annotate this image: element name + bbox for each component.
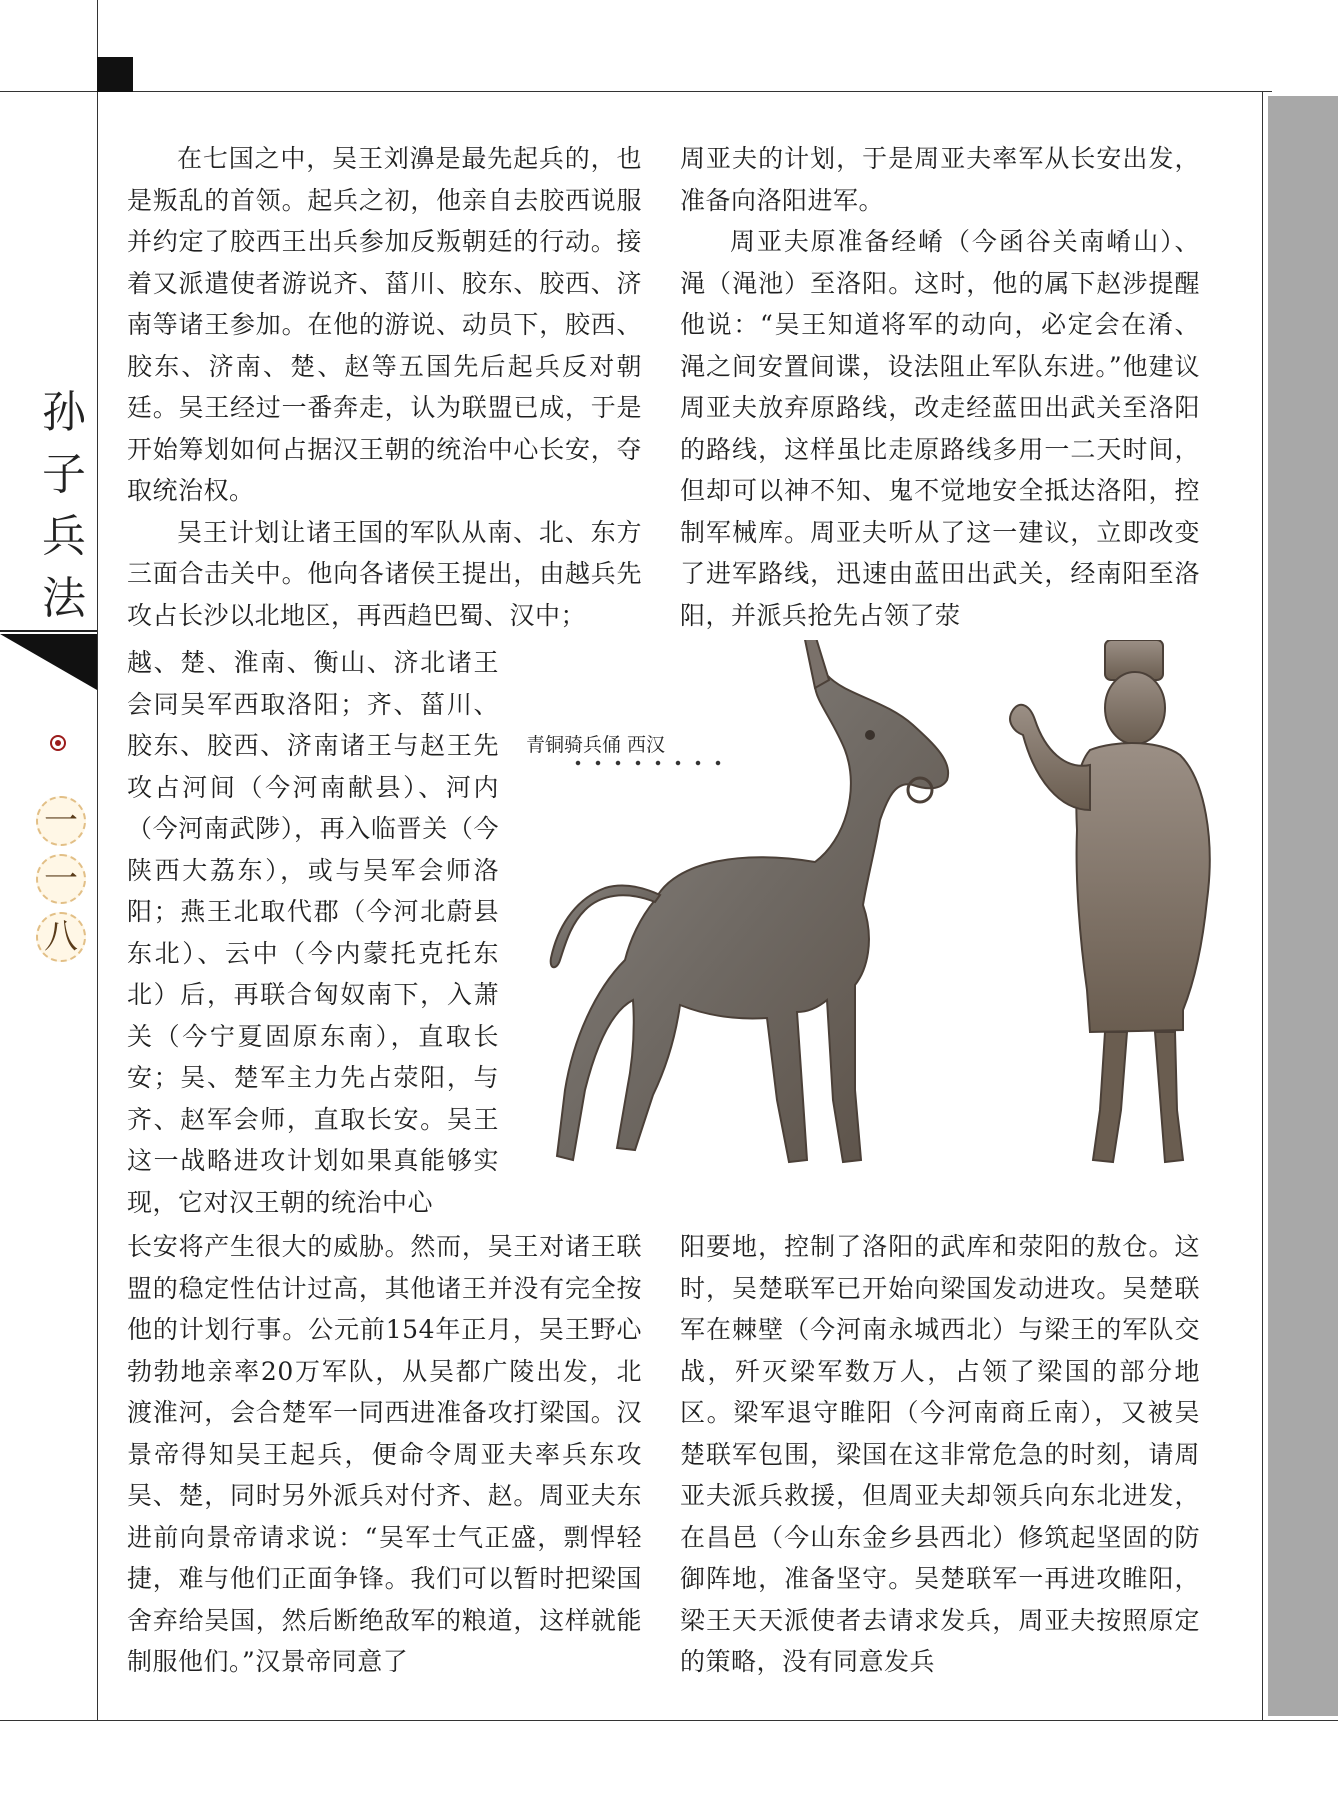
page-number-digit: 八 bbox=[36, 912, 86, 962]
page-number-digit: 一 bbox=[36, 854, 86, 904]
bullet-circle-icon bbox=[50, 735, 66, 751]
top-rule bbox=[0, 91, 1272, 92]
paragraph: 周亚夫原准备经崤（今函谷关南崤山）、渑（渑池）至洛阳。这时，他的属下赵涉提醒他说：“吴王知道将军的动向，必定会在淆、渑之间安置间谍，设法阻止军队东进。”他建议周亚夫放弃原路线，改走经蓝田出武关至洛阳的路线，这样虽比走原路线多用一二天时间，但却可以神不知、鬼不觉地安全抵达洛阳，控制军械库。周亚夫听从了这一建议，立即改变了进军路线，迅速由蓝田出武关，经南阳至洛阳，并派兵抢先占领了荥 bbox=[680, 227, 1200, 630]
text-column-right-top bbox=[680, 138, 1200, 636]
paragraph: 长安将产生很大的威胁。然而，吴王对诸王联盟的稳定性估计过高，其他诸王并没有完全按他的计划行事。公元前154年正月，吴王野心勃勃地亲率20万军队，从吴都广陵出发，北渡淮河，会合楚军一同西进准备攻打梁国。汉景帝得知吴王起兵，便命令周亚夫率兵东攻吴、楚，同时另外派兵对付齐、赵。周亚夫东进前向景帝请求说：“吴军士气正盛，剽悍轻捷，难与他们正面争锋。我们可以暂时把梁国舍弃给吴国，然后断绝敌军的粮道，这样就能制服他们。”汉景帝同意了 bbox=[127, 1232, 642, 1676]
text-column-right-bottom bbox=[680, 1226, 1200, 1683]
text-column-left-narrow bbox=[127, 642, 499, 1223]
standing-figure-shape bbox=[1010, 640, 1210, 1162]
book-title bbox=[36, 382, 92, 630]
book-title-char: 法 bbox=[42, 573, 86, 624]
caption-underline-dots bbox=[568, 760, 728, 766]
figure-caption: 青铜骑兵俑 西汉 bbox=[526, 734, 666, 756]
paragraph: 越、楚、淮南、衡山、济北诸王会同吴军西取洛阳；齐、菑川、胶东、胶西、济南诸王与赵王先攻占河间（今河南献县）、河内（今河南武陟），再入临晋关（今陕西大荔东），或与吴军会师洛阳；燕王北取代郡（今河北蔚县东北）、云中（今内蒙托克托东北）后，再联合匈奴南下，入萧关（今宁夏固原东南），直取长安；吴、楚军主力先占荥阳，与齐、赵军会师，直取长安。吴王这一战略进攻计划如果真能够实现，它对汉王朝的统治中心 bbox=[127, 648, 499, 1217]
bronze-horse-figure bbox=[515, 640, 1215, 1200]
paragraph: 吴王计划让诸王国的军队从南、北、东方三面合击关中。他向各诸侯王提出，由越兵先攻占长沙以北地区，再西趋巴蜀、汉中； bbox=[127, 517, 642, 630]
text-column-left-bottom bbox=[127, 1226, 642, 1683]
paragraph: 阳要地，控制了洛阳的武库和荥阳的敖仓。这时，吴楚联军已开始向梁国发动进攻。吴楚联军在棘壁（今河南永城西北）与梁王的军队交战，歼灭梁军数万人，占领了梁国的部分地区。梁军退守睢阳（今河南商丘南），又被吴楚联军包围，梁国在这非常危急的时刻，请周亚夫派兵救援，但周亚夫却领兵向东北进发，在昌邑（今山东金乡县西北）修筑起坚固的防御阵地，准备坚守。吴楚联军一再进攻睢阳，梁王天天派使者去请求发兵，周亚夫按照原定的策略，没有同意发兵 bbox=[680, 1232, 1200, 1676]
left-rule bbox=[97, 0, 98, 1720]
book-title-char: 孙 bbox=[42, 387, 86, 438]
paragraph: 周亚夫的计划，于是周亚夫率军从长安出发，准备向洛阳进军。 bbox=[680, 144, 1200, 215]
right-gray-band bbox=[1268, 96, 1338, 1716]
right-rule bbox=[1262, 91, 1263, 1720]
book-title-char: 子 bbox=[42, 449, 86, 500]
text-column-left-top bbox=[127, 138, 642, 636]
page-number-digit: 一 bbox=[36, 796, 86, 846]
page-number bbox=[36, 796, 92, 970]
book-title-char: 兵 bbox=[42, 511, 86, 562]
horse-shape bbox=[551, 640, 948, 1162]
paragraph: 在七国之中，吴王刘濞是最先起兵的，也是叛乱的首领。起兵之初，他亲自去胶西说服并约定了胶西王出兵参加反叛朝廷的行动。接着又派遣使者游说齐、菑川、胶东、胶西、济南等诸王参加。在他的游说、动员下，胶西、胶东、济南、楚、赵等五国先后起兵反对朝廷。吴王经过一番奔走，认为联盟已成，于是开始筹划如何占据汉王朝的统治中心长安，夺取统治权。 bbox=[127, 144, 642, 505]
corner-block bbox=[97, 57, 133, 92]
bottom-rule bbox=[0, 1720, 1338, 1721]
sidebar-rule bbox=[0, 630, 97, 632]
sidebar-wedge bbox=[0, 634, 97, 690]
